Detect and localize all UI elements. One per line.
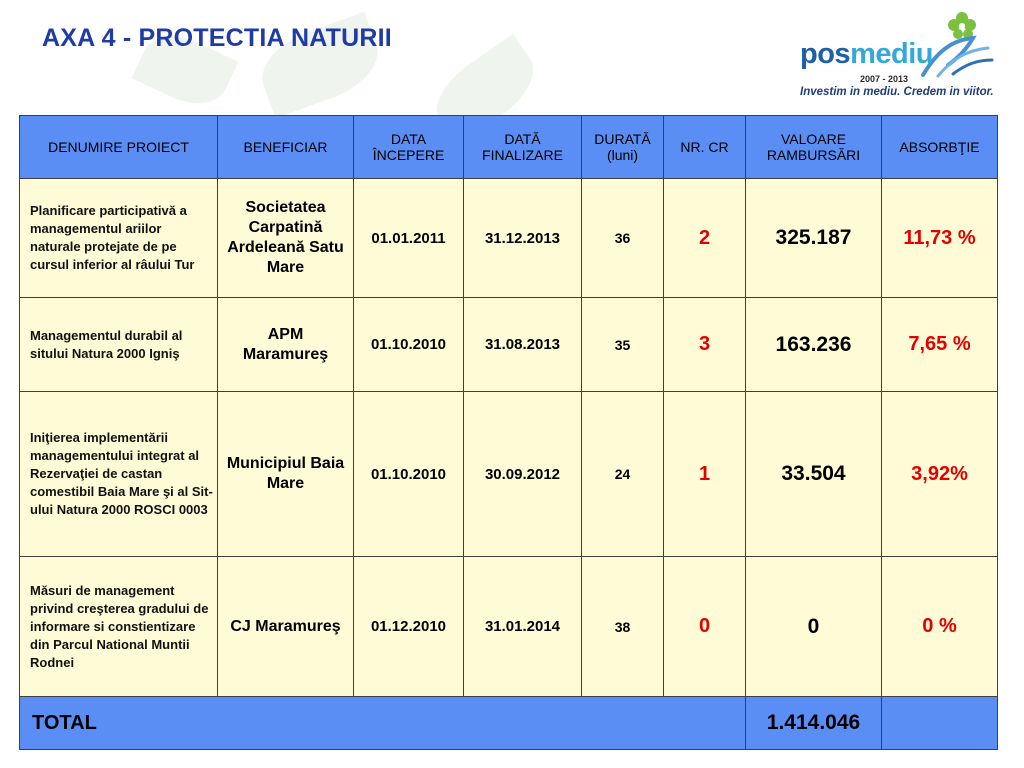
end-date-cell: 31.01.2014 [464, 557, 582, 697]
beneficiary-cell: CJ Maramureş [218, 557, 354, 697]
project-name-cell: Planificare participativă a managementul ariilor naturale protejate de pe cursul inferior al râului Tur [20, 179, 218, 298]
table-row [20, 557, 998, 697]
total-empty-cell [882, 697, 998, 750]
brand-mediu: mediu [850, 38, 933, 70]
absorption-cell: 7,65 % [882, 298, 998, 392]
page-title: AXA 4 - PROTECTIA NATURII [42, 24, 392, 52]
project-name-cell: Măsuri de management privind creşterea gradului de informare si constientizare din Parcul National Muntii Rodnei [20, 557, 218, 697]
header-cell: DURATĂ (luni) [582, 116, 664, 179]
projects-table [19, 115, 998, 750]
brand-pos: pos [800, 38, 851, 70]
header-cell: VALOARE RAMBURSĂRI [746, 116, 882, 179]
nr-cr-cell: 1 [664, 392, 746, 557]
header-cell: DATĂ FINALIZARE [464, 116, 582, 179]
nr-cr-cell: 2 [664, 179, 746, 298]
table-header-row [20, 116, 998, 179]
duration-cell: 24 [582, 392, 664, 557]
total-label: TOTAL [20, 697, 746, 750]
value-cell: 163.236 [746, 298, 882, 392]
total-row [20, 697, 998, 750]
beneficiary-cell: Societatea Carpatină Ardeleană Satu Mare [218, 179, 354, 298]
value-cell: 33.504 [746, 392, 882, 557]
header-cell: NR. CR [664, 116, 746, 179]
table-row [20, 392, 998, 557]
logo-years: 2007 - 2013 [860, 74, 909, 84]
header-cell: DENUMIRE PROIECT [20, 116, 218, 179]
beneficiary-cell: Municipiul Baia Mare [218, 392, 354, 557]
total-value: 1.414.046 [746, 697, 882, 750]
nr-cr-cell: 3 [664, 298, 746, 392]
end-date-cell: 31.12.2013 [464, 179, 582, 298]
beneficiary-cell: APM Maramureş [218, 298, 354, 392]
absorption-cell: 0 % [882, 557, 998, 697]
table-row [20, 298, 998, 392]
start-date-cell: 01.12.2010 [354, 557, 464, 697]
logo-slogan: Investim in mediu. Credem in viitor. [800, 86, 994, 98]
value-cell: 325.187 [746, 179, 882, 298]
nr-cr-cell: 0 [664, 557, 746, 697]
duration-cell: 35 [582, 298, 664, 392]
header-cell: DATA ÎNCEPERE [354, 116, 464, 179]
absorption-cell: 11,73 % [882, 179, 998, 298]
posmediu-logo [800, 8, 1000, 98]
end-date-cell: 31.08.2013 [464, 298, 582, 392]
absorption-cell: 3,92% [882, 392, 998, 557]
header-cell: BENEFICIAR [218, 116, 354, 179]
start-date-cell: 01.01.2011 [354, 179, 464, 298]
header-cell: ABSORBŢIE [882, 116, 998, 179]
project-name-cell: Managementul durabil al sitului Natura 2000 Igniş [20, 298, 218, 392]
value-cell: 0 [746, 557, 882, 697]
table-row [20, 179, 998, 298]
brand-name [800, 38, 933, 71]
duration-cell: 36 [582, 179, 664, 298]
start-date-cell: 01.10.2010 [354, 298, 464, 392]
duration-cell: 38 [582, 557, 664, 697]
start-date-cell: 01.10.2010 [354, 392, 464, 557]
project-name-cell: Iniţierea implementării managementului integrat al Rezervaţiei de castan comestibil Baia Mare şi al Sit-ului Natura 2000 ROSCI 0003 [20, 392, 218, 557]
end-date-cell: 30.09.2012 [464, 392, 582, 557]
